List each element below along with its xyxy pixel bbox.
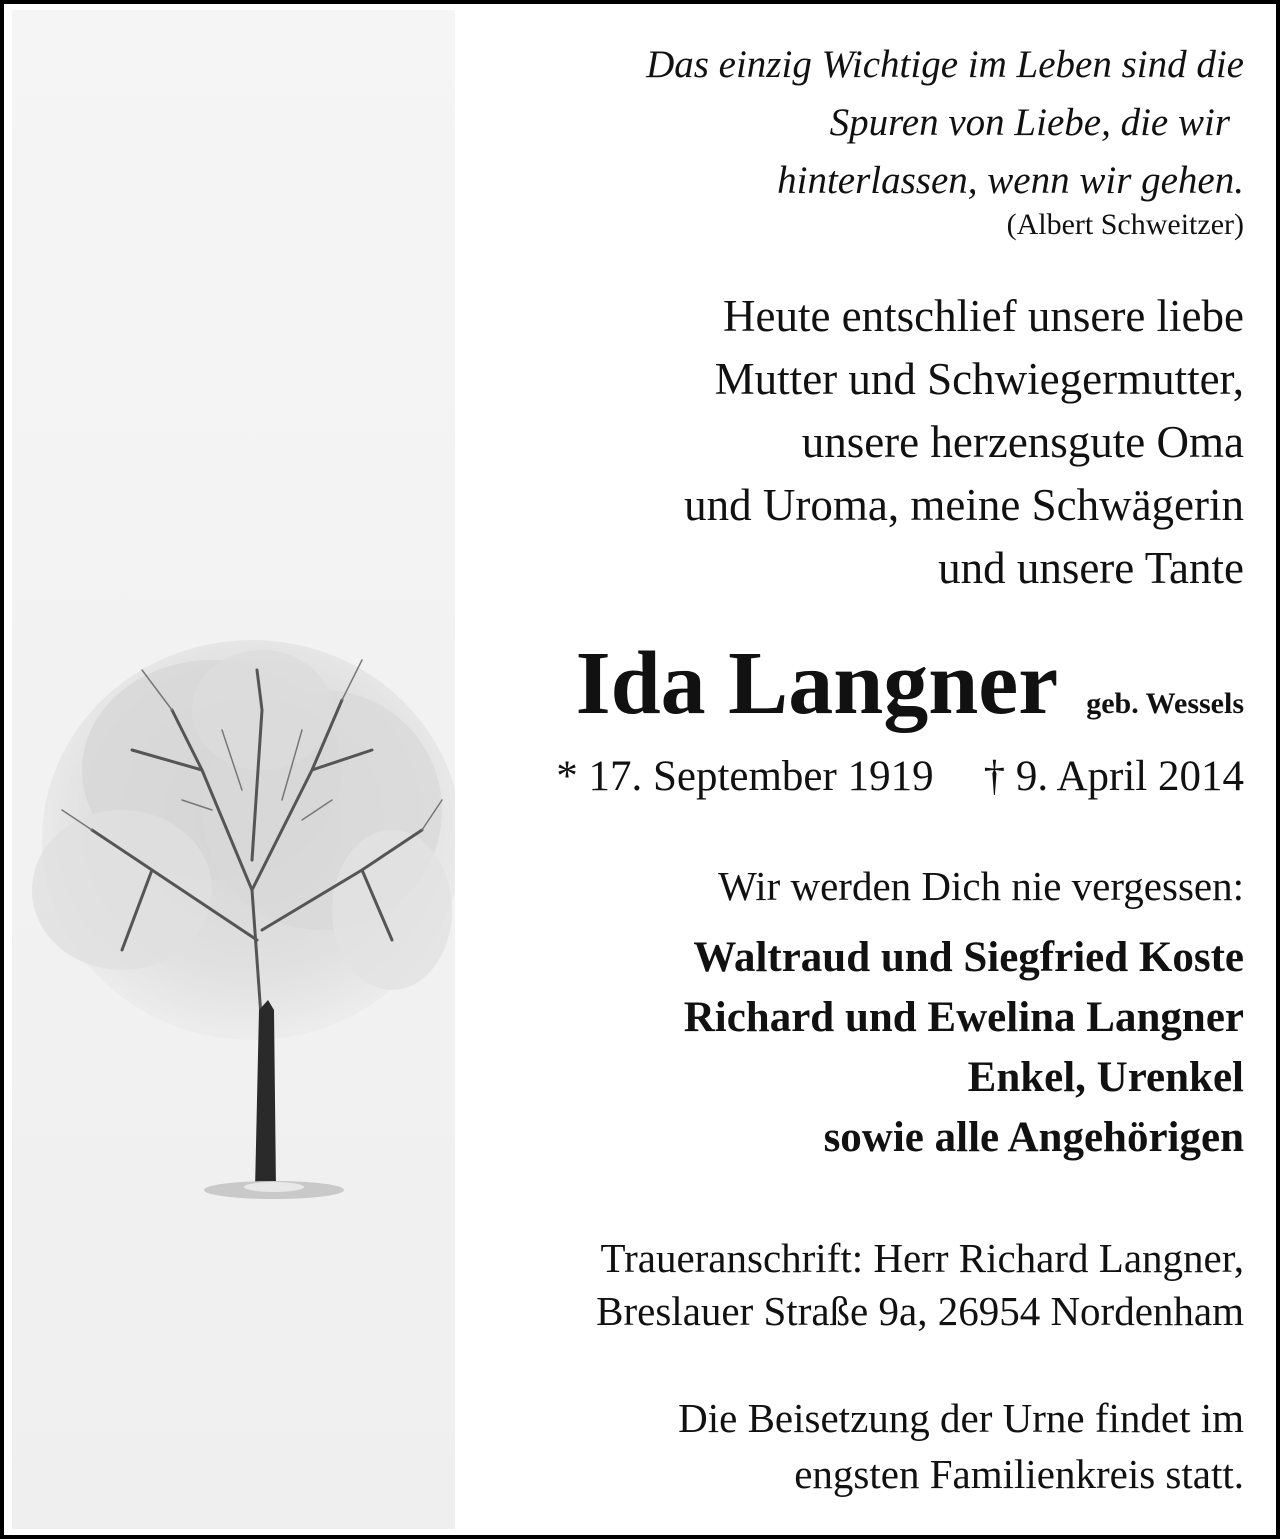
burial-line: Die Beisetzung der Urne findet im: [678, 1395, 1244, 1441]
death-date: † 9. April 2014: [983, 753, 1244, 800]
quote-block: [646, 36, 1244, 210]
intro-line: unsere herzensgute Oma: [801, 417, 1244, 467]
mourners-list: [684, 928, 1244, 1168]
frosted-tree-image: [12, 10, 455, 1529]
deceased-name: Ida Langner: [575, 634, 1059, 733]
intro-line: und Uroma, meine Schwägerin: [684, 480, 1244, 530]
intro-line: Mutter und Schwiegermutter,: [714, 354, 1244, 404]
burial-notice: [678, 1390, 1244, 1502]
mourner-line: Waltraud und Siegfried Koste: [693, 934, 1244, 981]
burial-line: engsten Familienkreis statt.: [794, 1451, 1244, 1497]
mourners-intro: Wir werden Dich nie vergessen:: [718, 863, 1244, 909]
mourner-line: Richard und Ewelina Langner: [683, 994, 1244, 1041]
intro-line: und unsere Tante: [938, 543, 1244, 593]
intro-line: Heute entschlief unsere liebe: [722, 291, 1244, 341]
address-line: Traueranschrift: Herr Richard Langner,: [600, 1235, 1244, 1281]
life-dates: [556, 752, 1244, 801]
address-line: Breslauer Straße 9a, 26954 Nordenham: [596, 1288, 1244, 1334]
intro-block: [684, 285, 1244, 600]
quote-line: Das einzig Wichtige im Leben sind die: [646, 43, 1244, 86]
quote-line: Spuren von Liebe, die wir: [829, 101, 1230, 144]
mourning-address: [596, 1232, 1244, 1338]
maiden-name: geb. Wessels: [1086, 687, 1244, 720]
deceased-name-row: [576, 634, 1244, 754]
winter-tree-photo: [12, 10, 455, 1529]
quote-attribution: (Albert Schweitzer): [1006, 208, 1244, 241]
birth-date: * 17. September 1919: [556, 753, 934, 800]
mourner-line: sowie alle Angehörigen: [823, 1114, 1244, 1161]
quote-line: hinterlassen, wenn wir gehen.: [777, 159, 1244, 202]
obituary-text-column: [470, 0, 1244, 1539]
mourner-line: Enkel, Urenkel: [967, 1054, 1244, 1101]
